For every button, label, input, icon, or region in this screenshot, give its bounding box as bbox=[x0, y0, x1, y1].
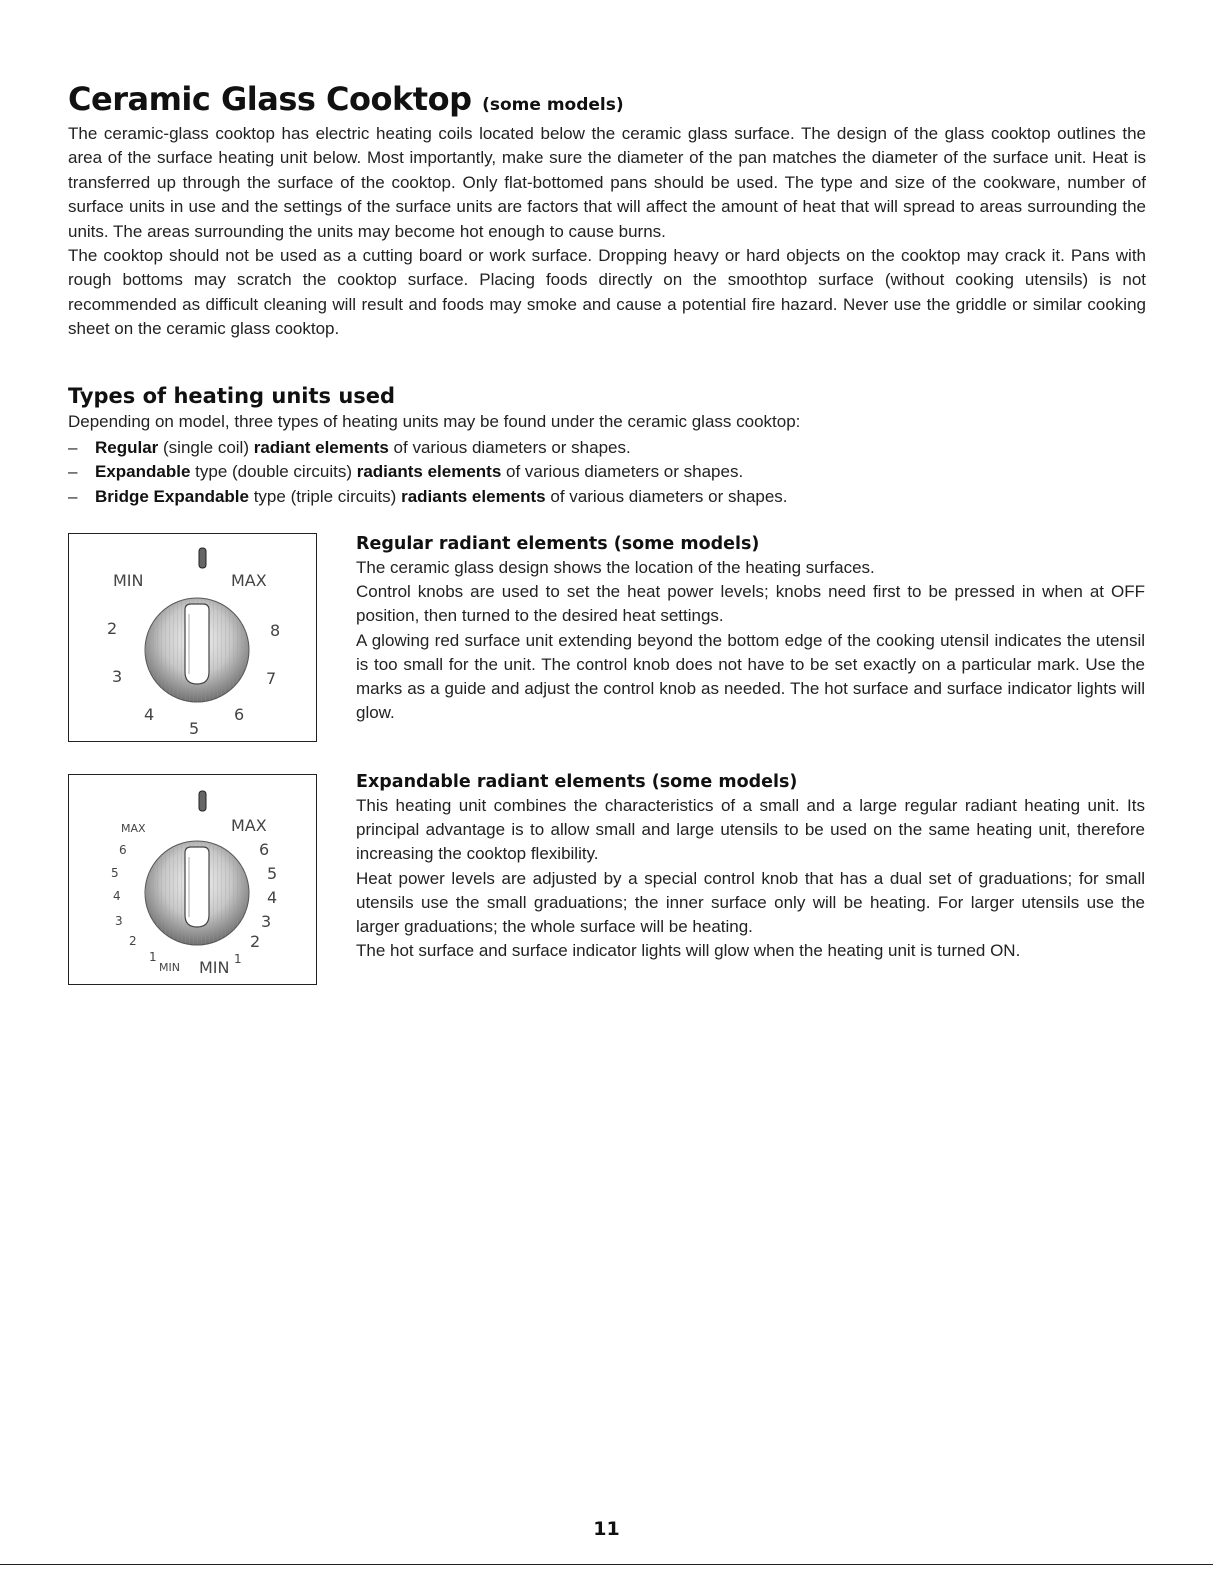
list-dash: – bbox=[68, 438, 78, 457]
list-item bbox=[68, 485, 788, 509]
page-title bbox=[68, 80, 624, 118]
label-max-small: MAX bbox=[121, 822, 146, 835]
types-list bbox=[68, 436, 788, 509]
list-item bbox=[68, 460, 788, 484]
indicator-mark-icon bbox=[199, 791, 206, 811]
small-mark-4: 4 bbox=[113, 889, 121, 903]
knob-icon bbox=[145, 841, 249, 945]
mark-2: 2 bbox=[107, 619, 118, 638]
type-detail: type (triple circuits) bbox=[248, 486, 402, 506]
type-kind: radiants elements bbox=[356, 462, 502, 482]
type-name: Regular bbox=[95, 438, 159, 457]
label-max-large: MAX bbox=[231, 816, 267, 835]
label-min-large: MIN bbox=[199, 958, 230, 977]
small-mark-6: 6 bbox=[119, 843, 127, 857]
footer-rule bbox=[0, 1564, 1213, 1565]
intro-paragraph: The ceramic-glass cooktop has electric heating coils located below the ceramic glass surface. The design of the glass cooktop outlines the area of the surface heating unit below. Most importantly, make sure the diameter of the pan matches the diameter of the surface unit. Heat is transferred up through the surface of the cooktop. Only flat-bottomed pans should be used. The type and size of the cookware, number of surface units in use and the settings of the surface units are factors that will affect the amount of heat that will spread to areas surrounding the units. The areas surrounding the units may become hot enough to cause burns. bbox=[68, 124, 1146, 241]
type-kind: radiant elements bbox=[253, 438, 389, 457]
list-dash: – bbox=[68, 462, 78, 482]
types-intro: Depending on model, three types of heating units may be found under the ceramic glass cooktop: bbox=[68, 412, 801, 431]
large-mark-6: 6 bbox=[259, 840, 270, 859]
expandable-section bbox=[356, 770, 1145, 963]
large-mark-2: 2 bbox=[250, 932, 261, 951]
small-mark-2: 2 bbox=[129, 934, 137, 948]
type-tail: of various diameters or shapes. bbox=[388, 438, 631, 457]
regular-knob-illustration bbox=[68, 533, 317, 742]
small-mark-1: 1 bbox=[149, 950, 157, 964]
type-tail: of various diameters or shapes. bbox=[501, 462, 744, 482]
type-name: Bridge Expandable bbox=[95, 486, 249, 506]
expandable-heading: Expandable radiant elements (some models) bbox=[356, 772, 798, 792]
mark-8: 8 bbox=[270, 621, 281, 640]
type-kind: radiants elements bbox=[401, 486, 546, 506]
large-mark-1: 1 bbox=[234, 952, 242, 966]
regular-paragraph: A glowing red surface unit extending beyond the bottom edge of the cooking utensil indicates the utensil is too small for the unit. The control knob does not have to be set exactly on a particular mark. Use the marks as a guide and adjust the control knob as needed. The hot surface and surface indicator lights will glow. bbox=[356, 630, 1145, 723]
type-tail: of various diameters or shapes. bbox=[545, 486, 788, 506]
regular-paragraph: The ceramic glass design shows the location of the heating surfaces. bbox=[356, 558, 875, 577]
large-mark-4: 4 bbox=[267, 888, 278, 907]
expandable-paragraph: This heating unit combines the characteristics of a small and a large regular radiant heating unit. Its principal advantage is to allow small and large utensils to be used on the same heating unit, therefore increasing the cooktop flexibility. bbox=[356, 796, 1145, 864]
mark-4: 4 bbox=[144, 705, 155, 724]
mark-6: 6 bbox=[234, 705, 245, 724]
large-mark-3: 3 bbox=[261, 912, 272, 931]
type-name: Expandable bbox=[95, 462, 191, 482]
label-min-small: MIN bbox=[159, 961, 180, 974]
list-item bbox=[68, 436, 788, 460]
label-max: MAX bbox=[231, 571, 267, 590]
small-mark-5: 5 bbox=[111, 866, 119, 880]
indicator-mark-icon bbox=[199, 548, 206, 568]
large-mark-5: 5 bbox=[267, 864, 278, 883]
title-main: Ceramic Glass Cooktop bbox=[68, 80, 472, 118]
intro-paragraph: The cooktop should not be used as a cutting board or work surface. Dropping heavy or hard objects on the cooktop may crack it. Pans with rough bottoms may scratch the cooktop surface. Placing foods directly on the smoothtop surface (without cooking utensils) is not recommended as difficult cleaning will result and foods may smoke and cause a potential fire hazard. Never use the griddle or similar cooking sheet on the ceramic glass cooktop. bbox=[68, 246, 1146, 339]
regular-section bbox=[356, 532, 1145, 725]
label-min: MIN bbox=[113, 571, 144, 590]
type-detail: (single coil) bbox=[158, 438, 254, 457]
expandable-paragraph: The hot surface and surface indicator lights will glow when the heating unit is turned ON. bbox=[356, 941, 1021, 961]
page-number: 11 bbox=[593, 1518, 620, 1540]
regular-heading: Regular radiant elements (some models) bbox=[356, 534, 760, 554]
type-detail: type (double circuits) bbox=[190, 462, 357, 482]
small-mark-3: 3 bbox=[115, 914, 123, 928]
expandable-knob-illustration bbox=[68, 774, 317, 985]
mark-5: 5 bbox=[189, 719, 200, 738]
title-sub: (some models) bbox=[482, 95, 624, 115]
mark-7: 7 bbox=[266, 669, 277, 688]
types-heading: Types of heating units used bbox=[68, 384, 396, 408]
intro-text bbox=[68, 122, 1146, 342]
expandable-paragraph: Heat power levels are adjusted by a special control knob that has a dual set of graduations; for small utensils use the small graduations; the inner surface only will be heating. For larger utensils use the larger graduations; the whole surface will be heating. bbox=[356, 868, 1145, 937]
mark-3: 3 bbox=[112, 667, 123, 686]
knob-icon bbox=[145, 598, 249, 702]
regular-paragraph: Control knobs are used to set the heat power levels; knobs need first to be pressed in when at OFF position, then turned to the desired heat settings. bbox=[356, 582, 1145, 626]
list-dash: – bbox=[68, 486, 78, 506]
